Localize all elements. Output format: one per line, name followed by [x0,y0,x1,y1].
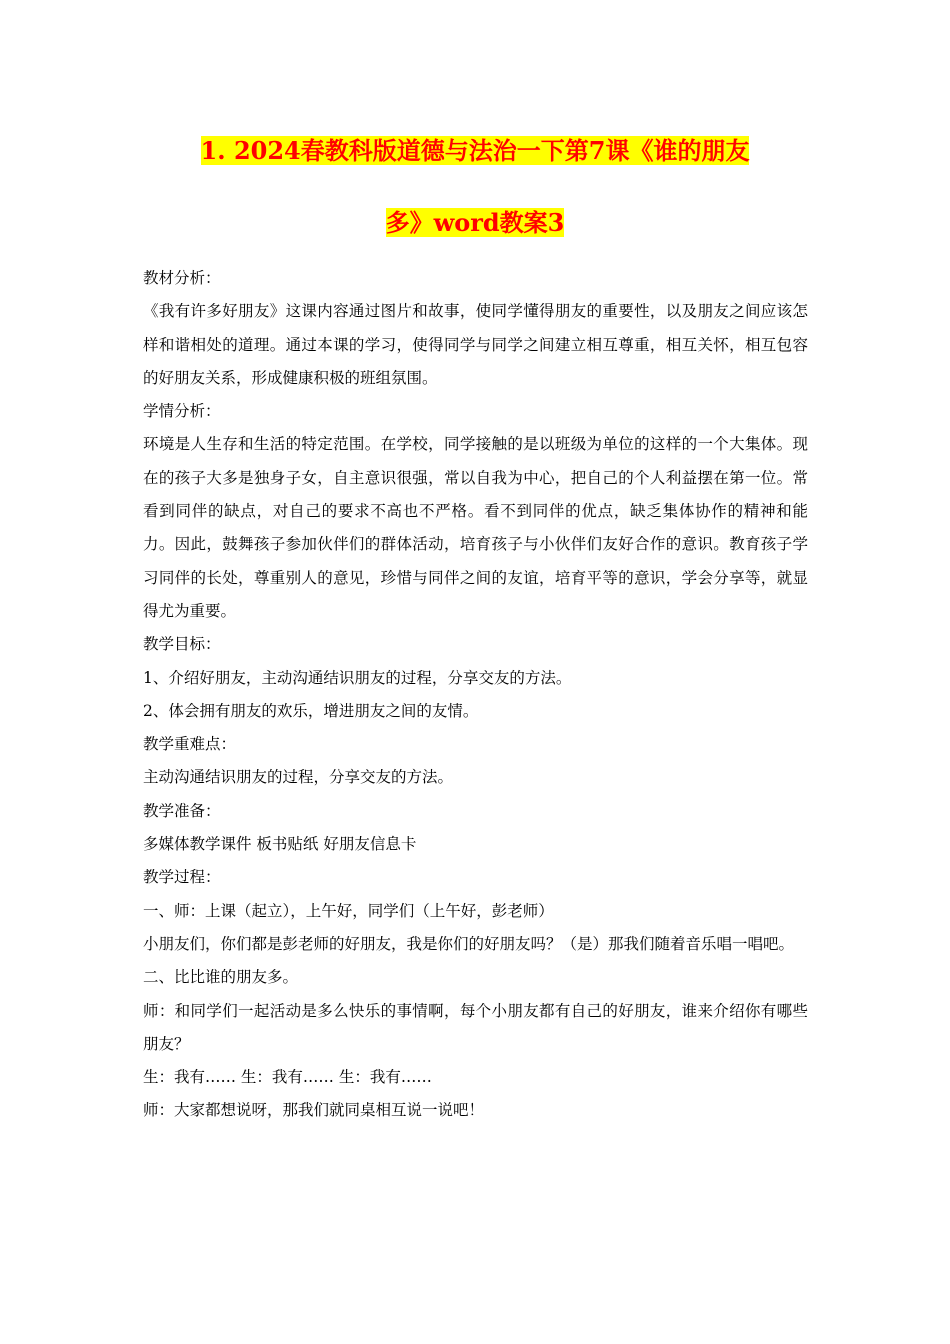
document-body [143,262,808,1128]
process-paragraph-1: 小朋友们，你们都是彭老师的好朋友，我是你们的好朋友吗？（是）那我们随着音乐唱一唱吧。 [143,934,795,953]
heading-teaching-process: 教学过程： [143,868,221,887]
heading-preparation: 教学准备： [143,801,221,820]
paragraph-key-points: 主动沟通结识朋友的过程，分享交友的方法。 [143,768,454,787]
process-paragraph-4: 师：大家都想说呀，那我们就同桌相互说一说吧！ [143,1101,485,1120]
document-title-line-2: 多》word教案3 [385,208,565,237]
paragraph-textbook-analysis: 《我有许多好朋友》这课内容通过图片和故事，使同学懂得朋友的重要性，以及朋友之间应该怎样和谐相处的道理。通过本课的学习，使得同学与同学之间建立相互尊重，相互关怀，相互包容的好朋友关系，形成健康积极的班组氛围。 [143,302,808,387]
document-title-line-1: 1. 2024春教科版道德与法治一下第7课《谁的朋友 [200,136,750,165]
goal-item-2: 2、体会拥有朋友的欢乐，增进朋友之间的友情。 [143,701,479,720]
process-step-2: 二、比比谁的朋友多。 [143,968,299,987]
heading-teaching-goals: 教学目标： [143,635,221,654]
process-paragraph-3: 生：我有…… 生：我有…… 生：我有…… [143,1068,432,1087]
heading-student-analysis: 学情分析： [143,402,221,421]
process-paragraph-2: 师：和同学们一起活动是多么快乐的事情啊，每个小朋友都有自己的好朋友，谁来介绍你有哪些朋友？ [143,1001,808,1053]
heading-textbook-analysis: 教材分析： [143,269,221,287]
goal-item-1: 1、介绍好朋友，主动沟通结识朋友的过程，分享交友的方法。 [143,668,572,687]
paragraph-preparation: 多媒体教学课件 板书贴纸 好朋友信息卡 [143,835,417,854]
heading-key-points: 教学重难点： [143,735,237,754]
process-step-1: 一、师：上课（起立），上午好，同学们（上午好，彭老师） [143,901,554,920]
paragraph-student-analysis: 环境是人生存和生活的特定范围。在学校，同学接触的是以班级为单位的这样的一个大集体。现在的孩子大多是独身子女，自主意识很强，常以自我为中心，把自己的个人利益摆在第一位。常看到同伴的缺点，对自己的要求不高也不严格。看不到同伴的优点，缺乏集体协作的精神和能力。因此，鼓舞孩子参加伙伴们的群体活动，培育孩子与小伙伴们友好合作的意识。教育孩子学习同伴的长处，尊重别人的意见，珍惜与同伴之间的友谊，培育平等的意识，学会分享等，就显得尤为重要。 [143,435,808,620]
